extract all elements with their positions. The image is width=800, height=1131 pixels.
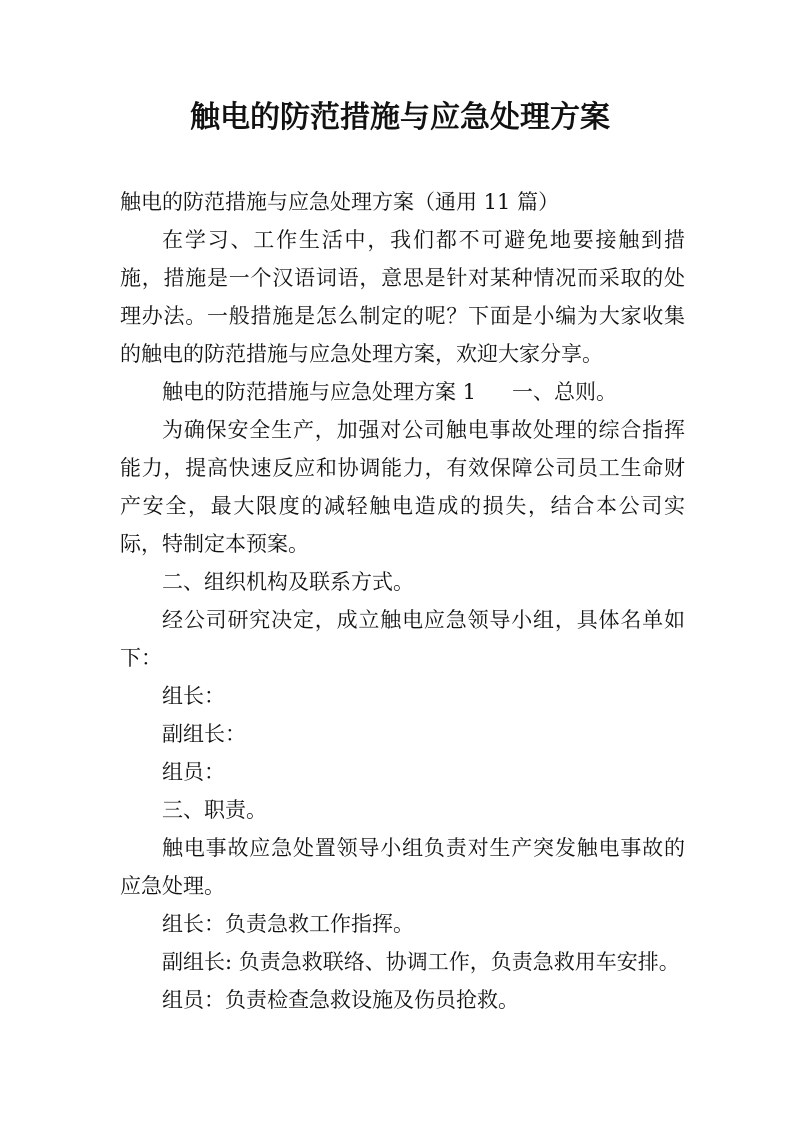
organization-paragraph: 经公司研究决定，成立触电应急领导小组，具体名单如下： xyxy=(120,608,685,670)
document-title: 触电的防范措施与应急处理方案 xyxy=(190,100,610,135)
document-subtitle: 触电的防范措施与应急处理方案（通用 11 篇） xyxy=(120,190,560,214)
duties-heading: 三、职责。 xyxy=(162,798,267,822)
intro-paragraph: 在学习、工作生活中，我们都不可避免地要接触到措施，措施是一个汉语词语，意思是针对某种情况而采取的处理办法。一般措施是怎么制定的呢？下面是小编为大家收集的触电的防范措施与应急处理方案，欢迎大家分享。 xyxy=(120,228,685,366)
section-1-heading-line xyxy=(120,373,685,411)
section-1-heading: 触电的防范措施与应急处理方案 1 xyxy=(162,380,477,404)
member-line: 组员： xyxy=(162,760,225,784)
member-duty-line: 组员：负责检查急救设施及伤员抢救。 xyxy=(162,988,519,1012)
leader-line: 组长： xyxy=(162,684,225,708)
duties-paragraph: 触电事故应急处置领导小组负责对生产突发触电事故的应急处理。 xyxy=(120,836,685,898)
general-principles-heading: 一、总则。 xyxy=(512,380,618,404)
document-body xyxy=(120,183,685,1019)
general-principles-paragraph: 为确保安全生产，加强对公司触电事故处理的综合指挥能力，提高快速反应和协调能力，有效保障公司员工生命财产安全，最大限度的减轻触电造成的损失，结合本公司实际，特制定本预案。 xyxy=(120,418,685,556)
leader-duty-line: 组长：负责急救工作指挥。 xyxy=(162,912,414,936)
organization-heading: 二、组织机构及联系方式。 xyxy=(162,570,414,594)
deputy-duty-line: 副组长: 负责急救联络、协调工作，负责急救用车安排。 xyxy=(162,950,680,974)
deputy-leader-line: 副组长： xyxy=(162,722,246,746)
